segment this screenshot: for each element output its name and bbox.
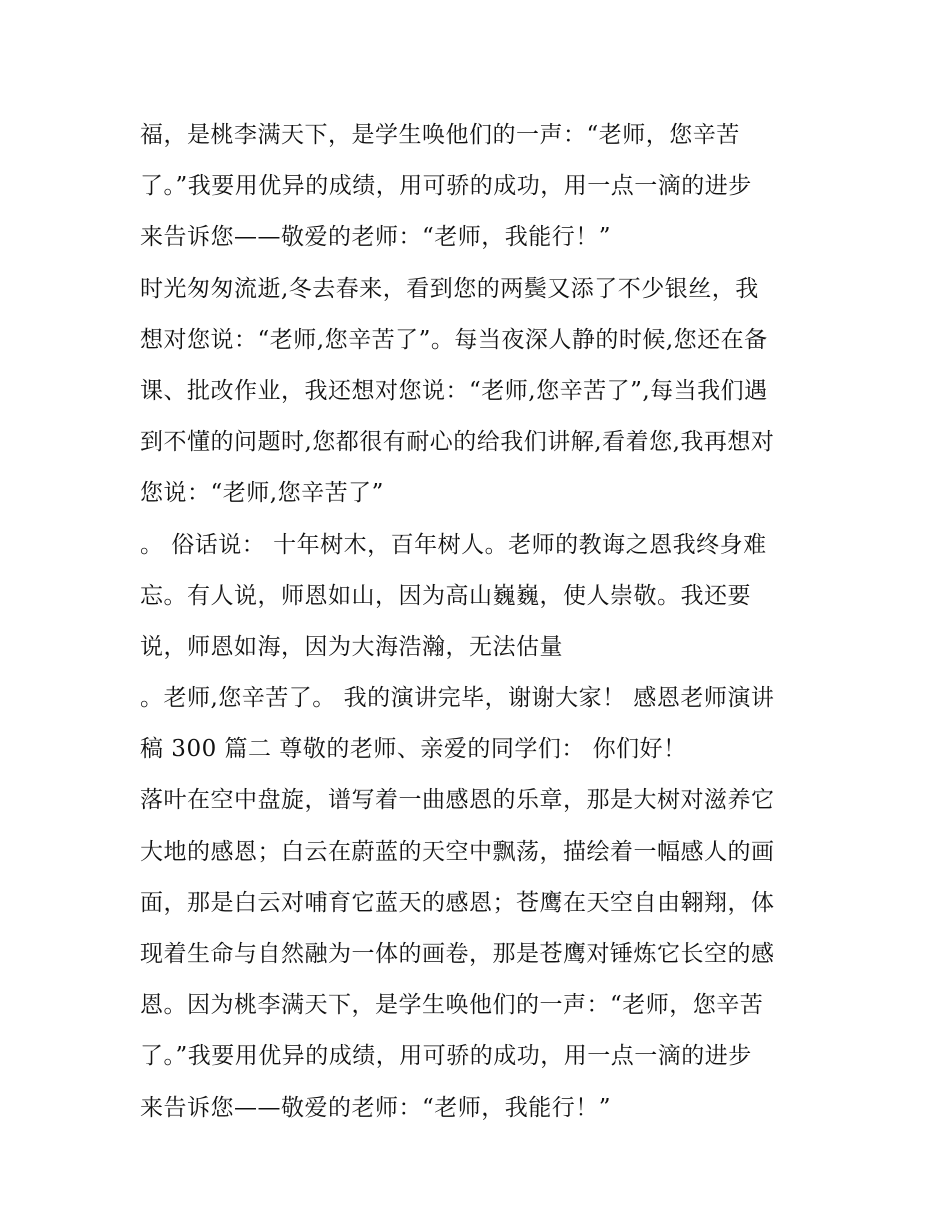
text-line: 大地的感恩；白云在蔚蓝的天空中飘荡，描绘着一幅感人的画 (140, 838, 775, 865)
text-line: 来告诉您——敬爱的老师：“老师，我能行！” (140, 1094, 612, 1121)
text-line: 到不懂的问题时,您都很有耐心的给我们讲解,看着您,我再想对 (140, 429, 775, 456)
text-line: 了。”我要用优异的成绩，用可骄的成功，用一点一滴的进步 (140, 173, 752, 200)
text-line: 课、批改作业，我还想对您说：“老师,您辛苦了”,每当我们遇 (140, 377, 768, 404)
text-line: 。 俗话说： 十年树木，百年树人。老师的教诲之恩我终身难 (140, 531, 767, 558)
document-body (140, 110, 820, 1134)
text-line: 福，是桃李满天下，是学生唤他们的一声：“老师，您辛苦 (140, 122, 740, 148)
text-line: 了。”我要用优异的成绩，用可骄的成功，用一点一滴的进步 (140, 1043, 752, 1070)
text-line: 想对您说：“老师,您辛苦了”。每当夜深人静的时候,您还在备 (140, 326, 768, 353)
text-line: 恩。因为桃李满天下，是学生唤他们的一声：“老师，您辛苦 (140, 992, 764, 1019)
text-line: 现着生命与自然融为一体的画卷，那是苍鹰对锤炼它长空的感 (140, 941, 775, 967)
text-line: 。老师,您辛苦了。 我的演讲完毕，谢谢大家！ 感恩老师演讲 (140, 685, 775, 712)
text-line: 落叶在空中盘旋，谱写着一曲感恩的乐章，那是大树对滋养它 (140, 787, 775, 814)
text-line: 忘。有人说，师恩如山，因为高山巍巍，使人崇敬。我还要 (140, 582, 751, 609)
text-line: 您说：“老师,您辛苦了” (140, 480, 384, 507)
text-line: 时光匆匆流逝,冬去春来，看到您的两鬓又添了不少银丝，我 (140, 275, 759, 302)
text-line: 稿 300 篇二 尊敬的老师、亲爱的同学们： 你们好！ (140, 736, 687, 763)
text-line: 来告诉您——敬爱的老师：“老师，我能行！” (140, 224, 612, 251)
text-line: 说，师恩如海，因为大海浩瀚，无法估量 (140, 633, 563, 660)
text-line: 面，那是白云对哺育它蓝天的感恩；苍鹰在天空自由翱翔，体 (140, 889, 775, 916)
